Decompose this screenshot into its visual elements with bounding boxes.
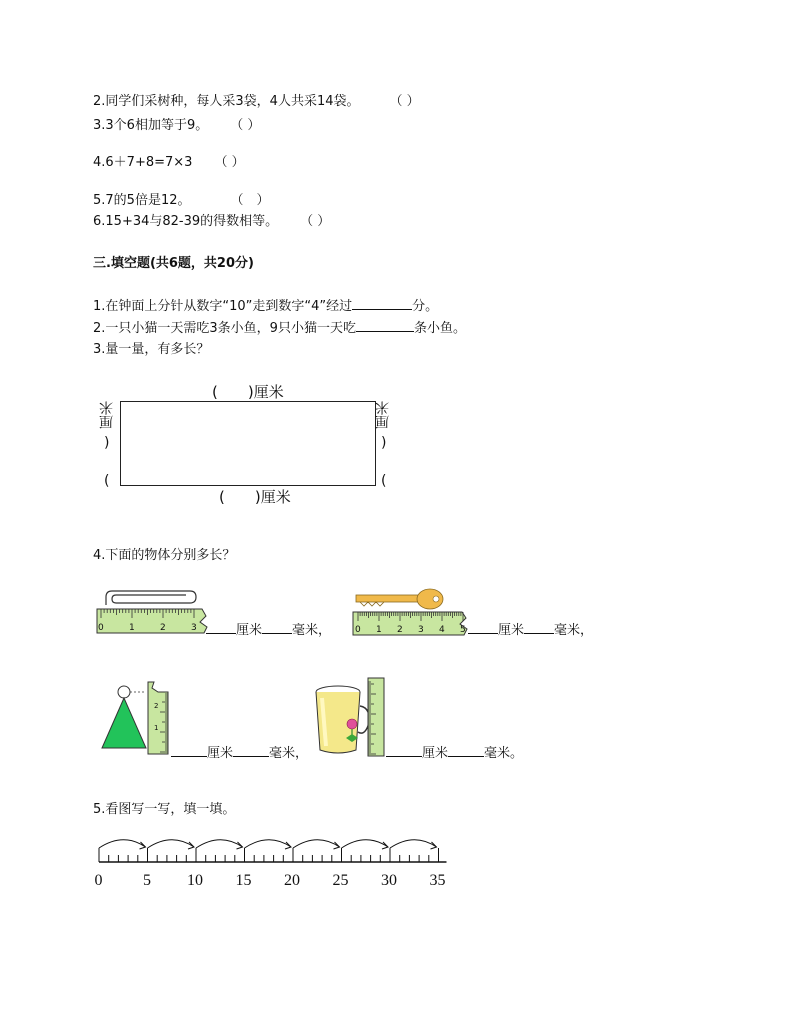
cup-icon bbox=[316, 686, 369, 753]
ruler-label: 1 bbox=[154, 724, 159, 732]
section-heading: 三.填空题(共6题，共20分) bbox=[93, 256, 254, 271]
measure-answer-a: 厘米 毫米， bbox=[206, 622, 331, 640]
number-line-label: 25 bbox=[332, 872, 349, 889]
jump-arc bbox=[293, 840, 340, 848]
question-1: 1.在钟面上分针从数字“10”走到数字“4”经过 分。 bbox=[93, 299, 439, 314]
rect-bottom-label: ( )厘米 bbox=[219, 488, 291, 506]
answer-blank[interactable] bbox=[352, 309, 412, 310]
ruler-label: 2 bbox=[154, 702, 159, 710]
ruler-label: 0 bbox=[98, 623, 104, 633]
rect-left-label: 厘米 ) ( bbox=[99, 401, 115, 489]
question-5-title: 5.看图写一写，填一填。 bbox=[93, 802, 236, 817]
answer-blank[interactable] bbox=[206, 633, 236, 634]
measure-answer-c: 厘米 毫米， bbox=[171, 745, 308, 763]
jump-arc bbox=[196, 840, 243, 848]
paperclip-icon bbox=[106, 591, 196, 605]
cone-ruler-figure bbox=[96, 678, 172, 758]
ruler-label: 0 bbox=[355, 625, 361, 635]
rect-top-label: ( )厘米 bbox=[212, 383, 284, 401]
jump-arc bbox=[99, 840, 146, 848]
answer-blank[interactable] bbox=[524, 633, 554, 634]
number-line-label: 20 bbox=[284, 872, 300, 889]
key-ruler-figure bbox=[350, 585, 472, 637]
question-4-title: 4.下面的物体分别多长？ bbox=[93, 548, 236, 563]
cup-ruler-figure bbox=[308, 676, 388, 760]
jump-arc bbox=[245, 840, 292, 848]
number-line-label: 30 bbox=[381, 872, 397, 889]
ruler-label: 3 bbox=[191, 623, 197, 633]
measure-answer-d: 厘米 毫米。 bbox=[386, 745, 523, 763]
number-line-label: 5 bbox=[143, 872, 151, 889]
answer-blank[interactable] bbox=[171, 756, 207, 757]
answer-blank[interactable] bbox=[468, 633, 498, 634]
judgement-item-5: 5.7的5倍是12。 （ ） bbox=[93, 193, 270, 208]
jump-arc bbox=[148, 840, 195, 848]
ruler-label: 2 bbox=[397, 625, 403, 635]
ruler-label: 3 bbox=[418, 625, 424, 635]
ruler-label: 4 bbox=[439, 625, 445, 635]
ruler-label: 2 bbox=[160, 623, 166, 633]
number-line bbox=[88, 832, 458, 892]
answer-blank[interactable] bbox=[448, 756, 484, 757]
question-3-title: 3.量一量，有多长？ bbox=[93, 342, 210, 357]
answer-blank[interactable] bbox=[356, 331, 414, 332]
ruler-label: 1 bbox=[129, 623, 135, 633]
answer-blank[interactable] bbox=[386, 756, 422, 757]
answer-blank[interactable] bbox=[233, 756, 269, 757]
judgement-item-6: 6.15+34与82-39的得数相等。 （ ） bbox=[93, 214, 331, 229]
judgement-item-3: 3.3个6相加等于9。 （ ） bbox=[93, 118, 261, 133]
rect-figure bbox=[120, 401, 376, 486]
cone-shape bbox=[102, 698, 146, 748]
ruler-label: 1 bbox=[376, 625, 382, 635]
rect-right-label: 厘米 ) ( bbox=[375, 401, 391, 489]
jump-arc bbox=[342, 840, 389, 848]
question-2: 2.一只小猫一天需吃3条小鱼，9只小猫一天吃 条小鱼。 bbox=[93, 321, 466, 336]
judgement-item-4: 4.6＋7+8=7×3 （ ） bbox=[93, 155, 245, 170]
number-line-label: 0 bbox=[94, 872, 103, 889]
jump-arc bbox=[390, 840, 437, 848]
paperclip-ruler-figure bbox=[94, 582, 210, 638]
number-line-label: 15 bbox=[235, 872, 252, 889]
ruler-label: 5 bbox=[460, 625, 466, 635]
judgement-item-2: 2.同学们采树种，每人采3袋，4人共采14袋。 （ ） bbox=[93, 94, 420, 109]
answer-blank[interactable] bbox=[262, 633, 292, 634]
key-icon bbox=[356, 589, 443, 609]
number-line-label: 35 bbox=[429, 872, 446, 889]
measure-answer-b: 厘米 毫米， bbox=[468, 622, 593, 640]
number-line-label: 10 bbox=[187, 872, 203, 889]
